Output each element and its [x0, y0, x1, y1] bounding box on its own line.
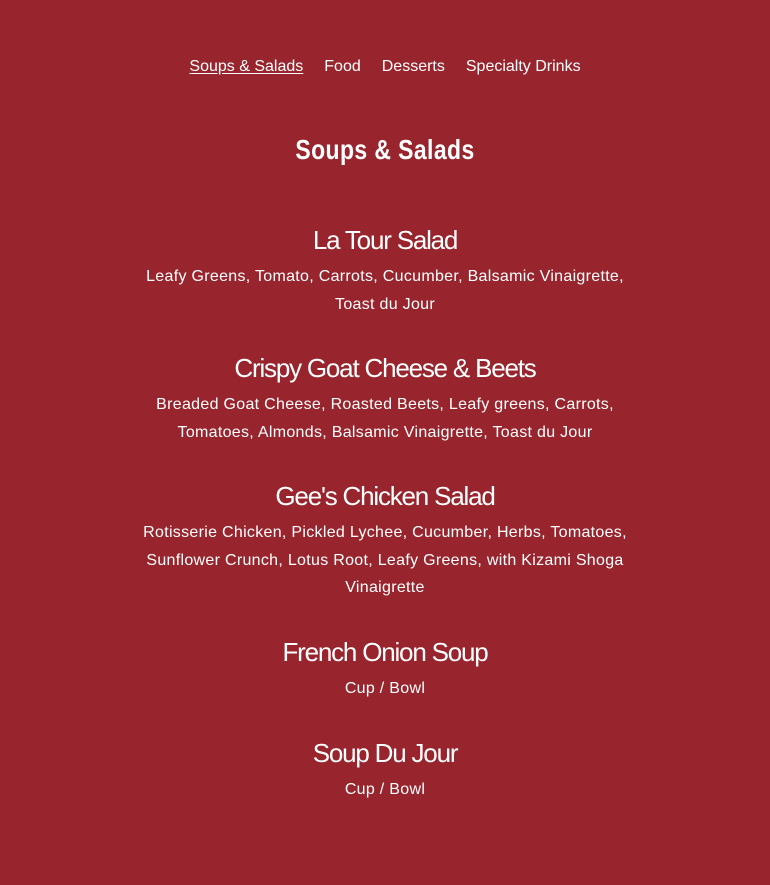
menu-item-name: Crispy Goat Cheese & Beets	[234, 353, 536, 383]
section-title: Soups & Salads	[295, 134, 475, 165]
nav-link-specialty-drinks[interactable]: Specialty Drinks	[465, 58, 581, 75]
menu-item-name: La Tour Salad	[312, 225, 458, 255]
menu-item	[125, 476, 645, 632]
nav-link-soups-salads[interactable]: Soups & Salads	[189, 58, 304, 75]
menu-list	[0, 220, 770, 834]
menu-category-nav	[0, 56, 770, 78]
menu-item-name: French Onion Soup	[282, 637, 488, 667]
menu-item-description: Leafy Greens, Tomato, Carrots, Cucumber, Balsamic Vinaigrette, Toast du Jour	[146, 268, 624, 313]
menu-item	[125, 632, 645, 733]
menu-item	[125, 348, 645, 476]
menu-item-description: Cup / Bowl	[344, 781, 426, 798]
nav-link-desserts[interactable]: Desserts	[381, 58, 445, 75]
menu-item-description: Breaded Goat Cheese, Roasted Beets, Leafy greens, Carrots, Tomatoes, Almonds, Balsamic Vinaigrette, Toast du Jour	[156, 396, 614, 441]
menu-item	[125, 220, 645, 348]
menu-item-name: Gee's Chicken Salad	[275, 481, 495, 511]
menu-item-description: Cup / Bowl	[344, 680, 426, 697]
menu-item-name: Soup Du Jour	[312, 738, 458, 768]
menu-item-description: Rotisserie Chicken, Pickled Lychee, Cucumber, Herbs, Tomatoes, Sunflower Crunch, Lotus Root, Leafy Greens, with Kizami Shoga Vinaigrette	[143, 524, 627, 596]
nav-link-food[interactable]: Food	[324, 58, 361, 75]
menu-item	[125, 733, 645, 834]
